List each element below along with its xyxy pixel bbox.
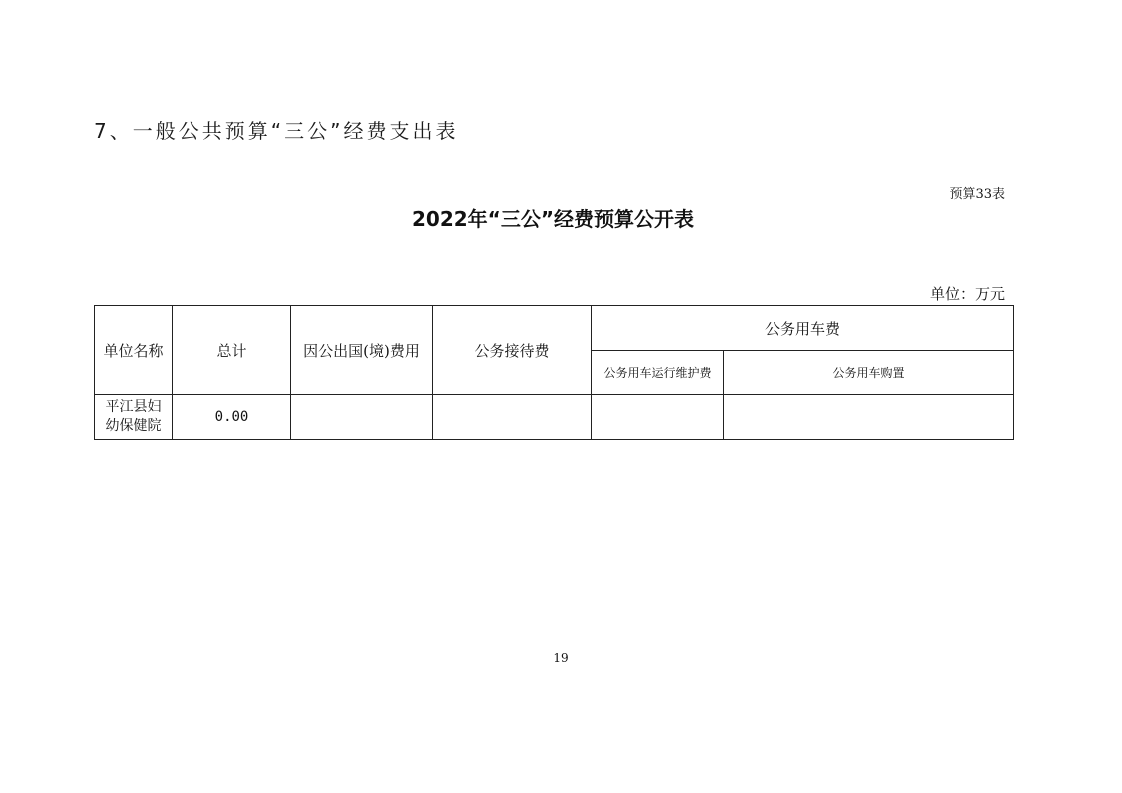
header-vehicle: 公务用车费	[592, 306, 1014, 351]
header-row-1	[95, 306, 1014, 351]
section-heading: 7、一般公共预算“三公”经费支出表	[94, 119, 459, 143]
cell-overseas	[291, 395, 433, 440]
cell-total: 0.00	[173, 395, 291, 440]
table-code: 预算33表	[949, 187, 1005, 202]
header-overseas: 因公出国(境)费用	[291, 306, 433, 395]
unit-label: 单位：万元	[929, 285, 1005, 303]
header-total: 总计	[173, 306, 291, 395]
header-unit-name: 单位名称	[95, 306, 173, 395]
header-vehicle-purchase: 公务用车购置	[724, 351, 1014, 395]
page-number: 19	[553, 651, 569, 665]
header-reception: 公务接待费	[433, 306, 592, 395]
budget-table	[94, 305, 1014, 440]
cell-reception	[433, 395, 592, 440]
cell-vehicle-operation	[592, 395, 724, 440]
table-row	[95, 395, 1014, 440]
header-vehicle-operation: 公务用车运行维护费	[592, 351, 724, 395]
cell-unit-name: 平江县妇幼保健院	[95, 395, 173, 440]
cell-vehicle-purchase	[724, 395, 1014, 440]
page-title: 2022年“三公”经费预算公开表	[412, 207, 694, 231]
